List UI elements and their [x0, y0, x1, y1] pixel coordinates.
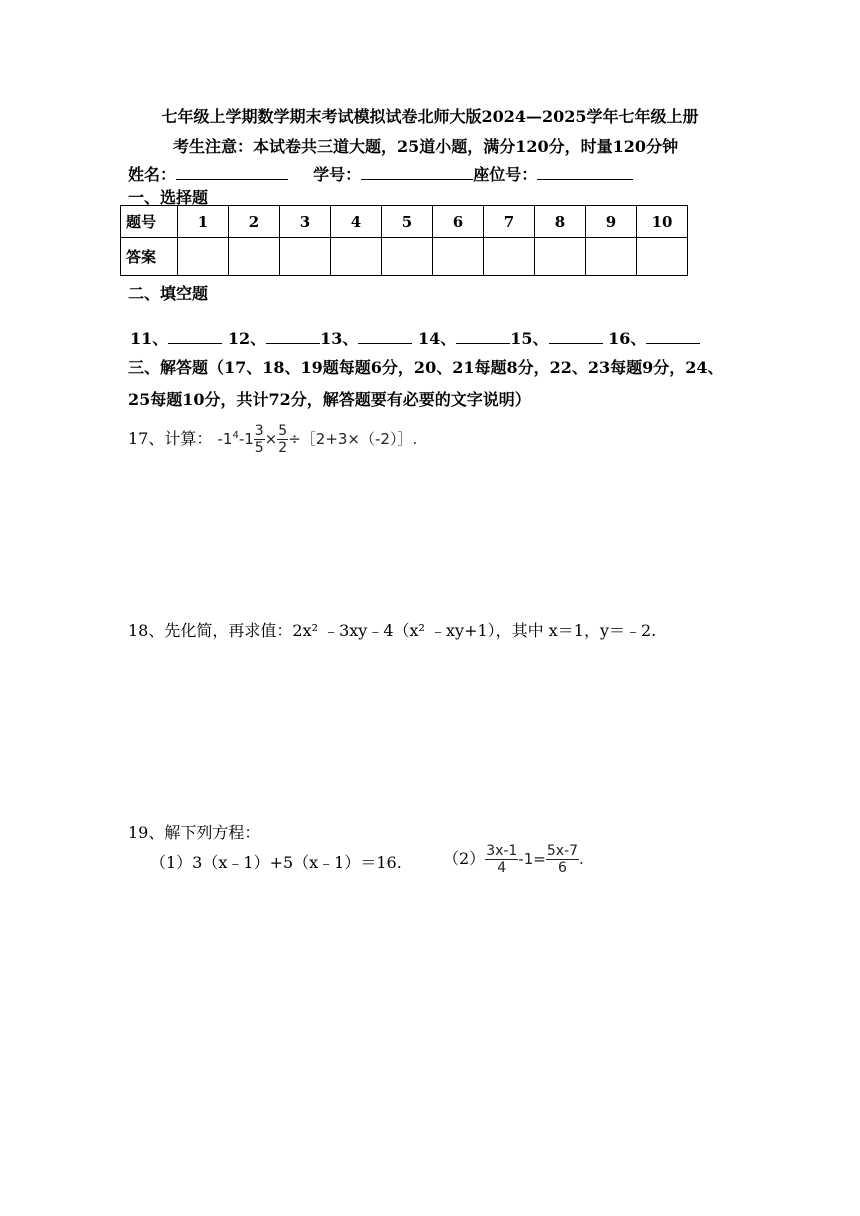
answer-cell[interactable] — [484, 238, 535, 276]
denominator: 6 — [557, 860, 567, 876]
answer-cell[interactable] — [586, 238, 637, 276]
question-17-expression — [217, 423, 418, 456]
question-number-cell: 9 — [586, 206, 637, 238]
answer-cell[interactable] — [637, 238, 688, 276]
seat-label: 座位号： — [473, 165, 538, 184]
denominator: 2 — [278, 440, 288, 456]
answer-cell[interactable] — [178, 238, 229, 276]
period: . — [412, 430, 418, 448]
fill-blank-16[interactable] — [646, 329, 700, 344]
fill-blank-13[interactable] — [358, 329, 412, 344]
fill-label-12: 12、 — [227, 329, 267, 348]
question-17 — [128, 423, 417, 456]
fill-label-13: 13、 — [320, 329, 359, 348]
answer-cell[interactable] — [535, 238, 586, 276]
student-info-line — [128, 162, 633, 185]
name-label: 姓名： — [128, 165, 177, 184]
numerator: 3 — [254, 423, 264, 439]
fill-label-16: 16、 — [608, 329, 647, 348]
denominator: 4 — [497, 860, 507, 876]
question-number-cell: 8 — [535, 206, 586, 238]
expr-term: -1 — [238, 430, 254, 448]
table-row-answers — [121, 238, 688, 276]
times-sign: × — [264, 430, 278, 448]
question-18-expression: 2x² ﹣3xy﹣4（x² ﹣xy+1），其中 x＝1，y＝﹣2. — [292, 621, 657, 640]
seat-field[interactable] — [537, 165, 633, 180]
question-19-label: 19、解下列方程： — [128, 823, 261, 842]
numerator: 3x-1 — [486, 843, 518, 859]
part-2-label: （2） — [443, 849, 486, 868]
question-number-cell: 6 — [433, 206, 484, 238]
section-2-title: 二、填空题 — [128, 284, 209, 303]
part-2-expression — [485, 843, 584, 876]
fraction — [277, 423, 288, 456]
expr-term: -1= — [518, 850, 546, 868]
expr-term: ÷［2+3×（-2）］ — [288, 430, 413, 448]
period: . — [579, 850, 584, 868]
answer-cell[interactable] — [331, 238, 382, 276]
choice-answer-table — [120, 205, 688, 276]
question-18-label: 18、先化简，再求值： — [128, 621, 293, 640]
fill-label-15: 15、 — [510, 329, 549, 348]
expr-term: -1 — [217, 430, 233, 448]
answer-cell[interactable] — [229, 238, 280, 276]
table-row-question-numbers — [121, 206, 688, 238]
section-3-title-line-2: 25每题10分，共计72分，解答题要有必要的文字说明） — [128, 390, 531, 409]
question-number-cell: 1 — [178, 206, 229, 238]
question-19-part-2 — [443, 843, 584, 876]
exponent: 4 — [232, 430, 239, 441]
question-number-cell: 7 — [484, 206, 535, 238]
answer-cell[interactable] — [280, 238, 331, 276]
student-id-field[interactable] — [361, 165, 473, 180]
name-field[interactable] — [176, 165, 288, 180]
question-number-cell: 4 — [331, 206, 382, 238]
question-19-part-1: （1）3（x﹣1）+5（x﹣1）＝16. — [150, 853, 402, 872]
question-number-cell: 10 — [637, 206, 688, 238]
question-number-cell: 2 — [229, 206, 280, 238]
denominator: 5 — [254, 440, 264, 456]
numerator: 5 — [278, 423, 288, 439]
exam-notice: 考生注意：本试卷共三道大题，25道小题，满分120分，时量120分钟 — [173, 137, 679, 156]
fill-blank-11[interactable] — [168, 329, 222, 344]
fraction — [485, 843, 518, 876]
question-18 — [128, 618, 656, 641]
fraction — [254, 423, 265, 456]
answer-cell[interactable] — [382, 238, 433, 276]
fill-blank-line — [130, 326, 700, 349]
row-header-answer: 答案 — [121, 238, 178, 276]
student-id-label: 学号： — [313, 165, 362, 184]
numerator: 5x-7 — [546, 843, 579, 859]
section-3-title-line-1: 三、解答题（17、18、19题每题6分，20、21每题8分，22、23每题9分，24、 — [128, 358, 724, 377]
fill-blank-12[interactable] — [266, 329, 320, 344]
question-17-label: 17、计算： — [128, 429, 213, 448]
question-number-cell: 3 — [280, 206, 331, 238]
row-header-question: 题号 — [121, 206, 178, 238]
question-number-cell: 5 — [382, 206, 433, 238]
answer-cell[interactable] — [433, 238, 484, 276]
fill-label-14: 14、 — [418, 329, 457, 348]
section-1-title: 一、选择题 — [128, 188, 209, 207]
exam-title: 七年级上学期数学期末考试模拟试卷北师大版2024—2025学年七年级上册 — [161, 107, 699, 126]
fill-blank-14[interactable] — [456, 329, 510, 344]
fraction — [546, 843, 579, 876]
fill-blank-15[interactable] — [549, 329, 603, 344]
fill-label-11: 11、 — [130, 329, 169, 348]
